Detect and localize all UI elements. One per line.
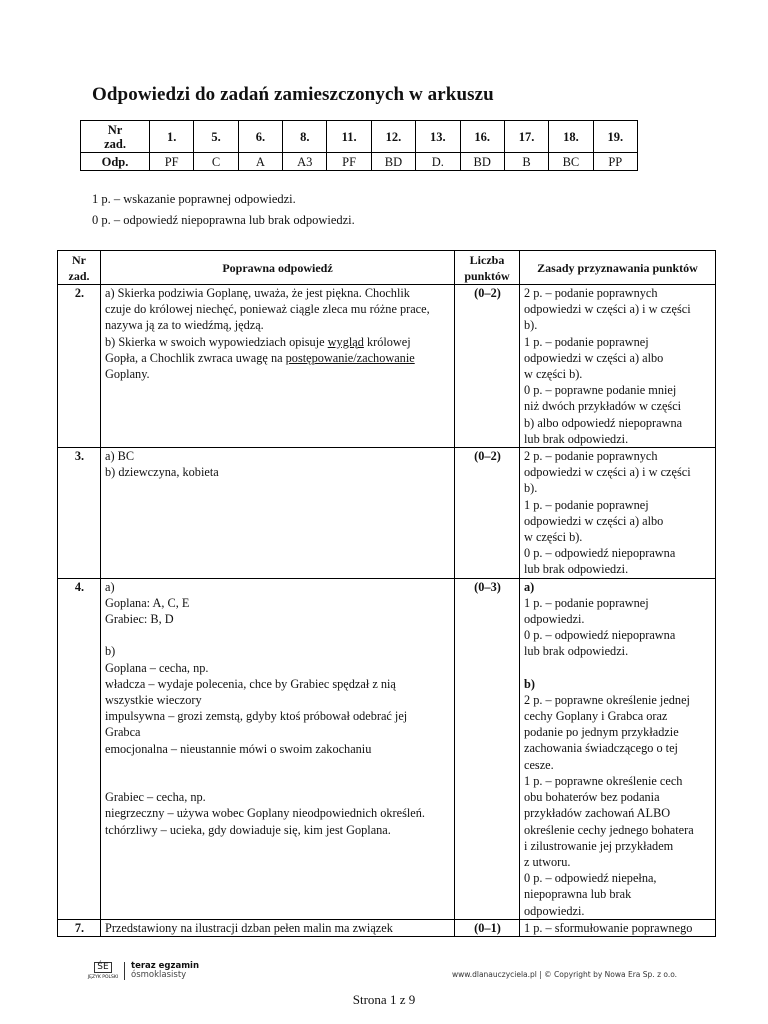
rule-line: b) albo odpowiedź niepoprawna (524, 415, 683, 430)
scoring-note: 0 p. – odpowiedź niepoprawna lub brak odpowiedzi. (92, 213, 355, 227)
rule-line: w części b). (524, 367, 583, 382)
answer-line: Grabca (105, 725, 141, 740)
rule-line: odpowiedzi w części a) albo (524, 350, 664, 365)
logo-icon: ŚE (94, 962, 111, 973)
copyright: www.dlanauczyciela.pl | © Copyright by Nowa Era Sp. z o.o. (452, 970, 678, 979)
logo-text (131, 962, 199, 980)
rule-line: b). (524, 481, 538, 496)
task-number-cell: 16. (460, 121, 504, 153)
rule-line: odpowiedzi w części a) i w części (524, 302, 691, 317)
answer-line: Goplana: A, C, E (105, 595, 190, 610)
rule-line: odpowiedzi w części a) albo (524, 513, 664, 528)
rule-line: 0 p. – odpowiedź niepoprawna (524, 628, 676, 643)
task-number-cell: 1. (150, 121, 194, 153)
points-range: (0–1) (455, 919, 520, 936)
answer-cell: BD (460, 153, 504, 171)
rule-line: odpowiedzi. (524, 903, 585, 918)
answer-cell: PF (327, 153, 371, 171)
task-number-cell: 8. (283, 121, 327, 153)
rule-line: lub brak odpowiedzi. (524, 431, 629, 446)
task-number-cell: 19. (593, 121, 637, 153)
points-range: (0–2) (455, 448, 520, 579)
answer-cell: C (194, 153, 238, 171)
task-number: 3. (58, 448, 101, 579)
answer-line: Goplany. (105, 367, 150, 382)
task-number-cell: 13. (416, 121, 460, 153)
rule-line: 2 p. – poprawne określenie jednej (524, 692, 690, 707)
header-line: Nr (72, 252, 86, 267)
table-row (58, 919, 716, 936)
answer-cell (101, 578, 455, 919)
answer-cell: PP (593, 153, 637, 171)
rule-line: 1 p. – podanie poprawnej (524, 497, 649, 512)
rules-part-label: a) (524, 579, 535, 594)
answer-cell: PF (150, 153, 194, 171)
rules-part-b (524, 692, 712, 919)
answer-line: a) Skierka podziwia Goplanę, uważa, że jest piękna. Chochlik (105, 286, 410, 300)
logo-line: teraz egzamin (131, 961, 200, 971)
task-number-cell: 11. (327, 121, 371, 153)
rules-part-a (524, 595, 712, 660)
answer-line: władcza – wydaje polecenia, chce by Grabiec spędzał z nią (105, 676, 396, 691)
header-line: Liczba (469, 252, 505, 267)
rule-line: w części b). (524, 530, 583, 545)
answer-line: emocjonalna – nieustannie mówi o swoim zakochaniu (105, 741, 372, 756)
rules-cell (520, 448, 716, 579)
answer-key-table (80, 120, 638, 171)
rule-line: odpowiedzi. (524, 612, 585, 627)
rule-line: 2 p. – podanie poprawnych (524, 449, 658, 464)
rule-line: określenie cechy jednego bohatera (524, 822, 694, 837)
answer-line: czuje do królowej niechęć, ponieważ ciągle zleca mu różne prace, (105, 302, 430, 317)
answer-line: b) (105, 644, 116, 659)
underlined-term: wygląd (327, 334, 364, 349)
answer-line: Grabiec – cecha, np. (105, 790, 206, 805)
answer-cell: A (238, 153, 282, 171)
answer-cell: BC (549, 153, 593, 171)
scoring-note: 1 p. – wskazanie poprawnej odpowiedzi. (92, 192, 296, 206)
column-header-answer: Poprawna odpowiedź (101, 251, 455, 285)
rule-line: b). (524, 318, 538, 333)
rule-line: przykładów zachowań ALBO (524, 806, 671, 821)
rules-cell (520, 919, 716, 936)
points-range: (0–3) (455, 578, 520, 919)
answer-cell (101, 448, 455, 579)
rule-line: niepoprawna lub brak (524, 887, 632, 902)
rules-cell (520, 285, 716, 448)
rule-line: odpowiedzi w części a) i w części (524, 465, 691, 480)
logo-subject: JĘZYK POLSKI (87, 975, 119, 980)
answer-line (105, 757, 451, 773)
rule-line: cesze. (524, 757, 554, 772)
answer-line: Goplana – cecha, np. (105, 660, 209, 675)
answer-line: a) BC (105, 449, 135, 464)
exam-logo (88, 962, 199, 980)
rule-line: lub brak odpowiedzi. (524, 562, 629, 577)
answer-line: niegrzeczny – używa wobec Goplany nieodpowiednich określeń. (105, 806, 425, 821)
rule-line: 1 p. – poprawne określenie cech (524, 773, 683, 788)
points-range: (0–2) (455, 285, 520, 448)
answer-line: wszystkie wieczory (105, 693, 202, 708)
task-number-cell: 5. (194, 121, 238, 153)
logo-divider (124, 962, 125, 980)
task-number: 7. (58, 919, 101, 936)
rule-line: obu bohaterów bez podania (524, 790, 660, 805)
answer-line (105, 773, 451, 789)
rule-line: 1 p. – sformułowanie poprawnego (524, 920, 693, 935)
answer-line: królowej (366, 334, 411, 349)
rules-cell (520, 578, 716, 919)
answer-cell: D. (416, 153, 460, 171)
rule-line: 0 p. – poprawne podanie mniej (524, 383, 677, 398)
rule-line: 2 p. – podanie poprawnych (524, 286, 658, 300)
header-line: zad. (68, 268, 90, 283)
header-line: punktów (464, 268, 510, 283)
answer-line: Grabiec: B, D (105, 612, 174, 627)
answer-line: b) Skierka w swoich wypowiedziach opisuje (105, 334, 325, 349)
answer-line (105, 627, 451, 643)
rule-line: i zilustrowanie jej przykładem (524, 838, 674, 853)
rule-line: lub brak odpowiedzi. (524, 644, 629, 659)
answer-cell: BD (371, 153, 415, 171)
rules-part-label: b) (524, 676, 535, 691)
answer-cell (101, 919, 455, 936)
page-number: Strona 1 z 9 (352, 992, 416, 1007)
rule-line: 0 p. – odpowiedź niepełna, (524, 871, 657, 886)
table-row (58, 448, 716, 579)
column-header-rules: Zasady przyznawania punktów (520, 251, 716, 285)
rule-line: podanie po jednym przykładzie (524, 725, 679, 740)
task-number-cell: 6. (238, 121, 282, 153)
answer-line: impulsywna – grozi zemstą, gdyby ktoś próbował odebrać jej (105, 709, 408, 724)
rule-line: 0 p. – odpowiedź niepoprawna (524, 546, 676, 561)
underlined-term: postępowanie/zachowanie (285, 350, 415, 365)
table-row (58, 285, 716, 448)
rule-line: 1 p. – podanie poprawnej (524, 334, 649, 349)
answer-key-row-label: Odp. (81, 153, 150, 171)
answer-cell: B (504, 153, 548, 171)
task-number-cell: 18. (549, 121, 593, 153)
answer-line: b) dziewczyna, kobieta (105, 465, 219, 480)
rule-line: zachowania świadczącego o tej (524, 741, 678, 756)
header-label-line: zad. (104, 136, 126, 151)
task-number-cell: 17. (504, 121, 548, 153)
answer-line: nazywa ją za to wiedźmą, jędzą. (105, 318, 264, 333)
answer-line: tchórzliwy – ucieka, gdy dowiaduje się, kim jest Goplana. (105, 822, 391, 837)
task-number-cell: 12. (371, 121, 415, 153)
answer-cell (101, 285, 455, 448)
answer-line: Gopła, a Chochlik zwraca uwagę na (105, 350, 283, 365)
column-header-nr (58, 251, 101, 285)
logo-line: ósmoklasisty (131, 970, 187, 980)
column-header-points (455, 251, 520, 285)
answer-cell: A3 (283, 153, 327, 171)
rule-line: cechy Goplany i Grabca oraz (524, 709, 668, 724)
task-number: 4. (58, 578, 101, 919)
answer-line: Przedstawiony na ilustracji dzban pełen malin ma związek (105, 920, 393, 935)
page-title: Odpowiedzi do zadań zamieszczonych w arkuszu (92, 84, 494, 105)
scoring-table (57, 250, 716, 937)
header-label-line: Nr (107, 122, 123, 137)
task-number: 2. (58, 285, 101, 448)
rule-line: niż dwóch przykładów w części (524, 399, 682, 414)
rule-line: z utworu. (524, 854, 571, 869)
answer-line: a) (105, 579, 115, 594)
table-row (58, 578, 716, 919)
answer-key-header-label (81, 121, 150, 153)
rule-line: 1 p. – podanie poprawnej (524, 595, 649, 610)
